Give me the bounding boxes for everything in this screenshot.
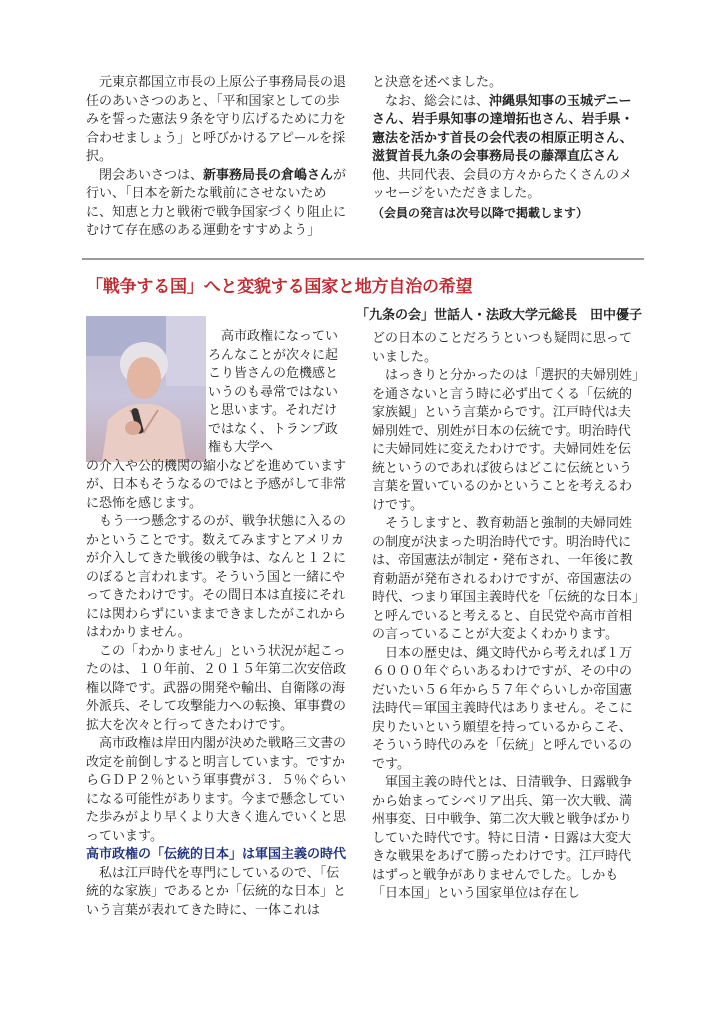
bold-text: 沖縄県知事の玉城デニーさん、岩手県知事の達増拓也さん、岩手県・憲法を活かす首長の会代表の相原正明さん、滋賀首長九条の会事務局長の藤澤直広さん bbox=[372, 93, 634, 164]
paragraph: そうしますと、教育勅語と強制的夫婦同姓の制度が決まった明治時代です。明治時代には、帝国憲法が制定・発布され、一年後に教育勅語が発布されるわけですが、帝国憲法の時代、つまり軍国主義時代を「伝統的な日本」と呼んでいると考えると、自民党や高市首相の言っていることが大変よくわかります。 bbox=[372, 516, 639, 642]
subheading: 高市政権の「伝統的日本」は軍国主義の時代 bbox=[86, 847, 347, 862]
paragraph: 軍国主義の時代とは、日清戦争、日露戦争から始まってシベリア出兵、第一次大戦、満州事変、日中戦争、第二次大戦と戦争ばかりしていた時代です。特に日清・日露は大変大きな戦果をあげて勝ったわけです。江戸時代はずっと戦争がありませんでした。しかも「日本国」という国家単位は存在し bbox=[372, 775, 633, 901]
article-right-column bbox=[372, 330, 640, 904]
text: 他、共同代表、会員の方々からたくさんのメッセージをいただきました。 bbox=[372, 167, 633, 201]
article-left-column bbox=[86, 328, 348, 920]
paragraph: と決意を述べました。 bbox=[372, 75, 503, 90]
top-left-column bbox=[86, 74, 348, 241]
paragraph: 元東京都国立市長の上原公子事務局長の退任のあいさつのあと、「平和国家としての歩みを誓った憲法９条を守り広げるために力を合わせましょう」と呼びかけるアピールを採択。 bbox=[86, 75, 347, 164]
note: （会員の発言は次号以降で掲載します） bbox=[372, 205, 589, 220]
paragraph: 高市政権は岸田内閣が決めた戦略三文書の改定を前倒しすると明言しています。ですからＧＤＰ２％という軍事費が３．５％ぐらいになる可能性があります。今まで懸念していた歩みがより早くより大きく進んでいくと思っています。 bbox=[86, 736, 347, 844]
paragraph: 私は江戸時代を専門にしているので、「伝統的な家族」であるとか「伝統的な日本」という言葉が表れてきた時に、一体これは bbox=[86, 865, 347, 918]
paragraph: この「わかりません」という状況が起こったのは、１０年前、２０１５年第二次安倍政権以降です。武器の開発や輸出、自衛隊の海外派兵、そして攻撃能力への転換、軍事費の拡大を次々と行ってきたわけです。 bbox=[86, 643, 347, 733]
paragraph bbox=[86, 167, 348, 241]
paragraph: の介入や公的機関の縮小などを進めていますが、日本もそうなるのではと予感がして非常に恐怖を感じます。 bbox=[86, 458, 347, 511]
paragraph: 日本の歴史は、縄文時代から考えれば１万６０００年ぐらいあるわけですが、その中のだいたい５６年から５７年ぐらいしか帝国憲法時代＝軍国主義時代はありません。そこに戻りたいという願望を持っているからこそ、そういう時代のみを「伝統」と呼んでいるのです。 bbox=[372, 645, 633, 772]
article-byline: 「九条の会」世話人・法政大学元総長 田中優子 bbox=[356, 308, 643, 323]
paragraph bbox=[372, 93, 640, 204]
intro-paragraph: 高市政権になっていろんなことが次々に起こり皆さんの危機感というのも尋常ではないと思います。それだけではなく、トランプ政権も大学へ bbox=[208, 329, 339, 455]
bold-text: 新事務局長の倉嶋さん bbox=[203, 167, 334, 183]
article-headline: 「戦争する国」へと変貌する国家と地方自治の希望 bbox=[86, 277, 473, 297]
paragraph: もう一つ懸念するのが、戦争状態に入るのかということです。数えてみますとアメリカが介入してきた戦後の戦争は、なんと１２にのぼると言われます。そういう国と一緒にやってきたわけです。その間日本は直接にそれには関わらずにいままできましたがこれからはわかりません。 bbox=[86, 514, 347, 640]
paragraph: はっきりと分かったのは「選択的夫婦別姓」を通さないと言う時に必ず出てくる「伝統的家族観」という言葉からです。江戸時代は夫婦別姓で、別姓が日本の伝統です。明治時代に夫婦同姓に変えたわけです。夫婦同姓を伝統というのであれば彼らはどこに伝統という言葉を置いているのかということを考えるわけです。 bbox=[372, 368, 639, 513]
section-divider bbox=[82, 258, 644, 260]
text: 閉会あいさつは、 bbox=[99, 167, 204, 183]
text: なお、総会には、 bbox=[385, 93, 490, 109]
paragraph: どの日本のことだろうといつも疑問に思っていました。 bbox=[372, 331, 633, 365]
text: が行い、「日本を新たな戦前にさせないために、知恵と力と戦術で戦争国家づくり阻止にむけて存在感のある運動をすすめよう」 bbox=[86, 167, 347, 238]
top-right-column bbox=[372, 74, 640, 222]
